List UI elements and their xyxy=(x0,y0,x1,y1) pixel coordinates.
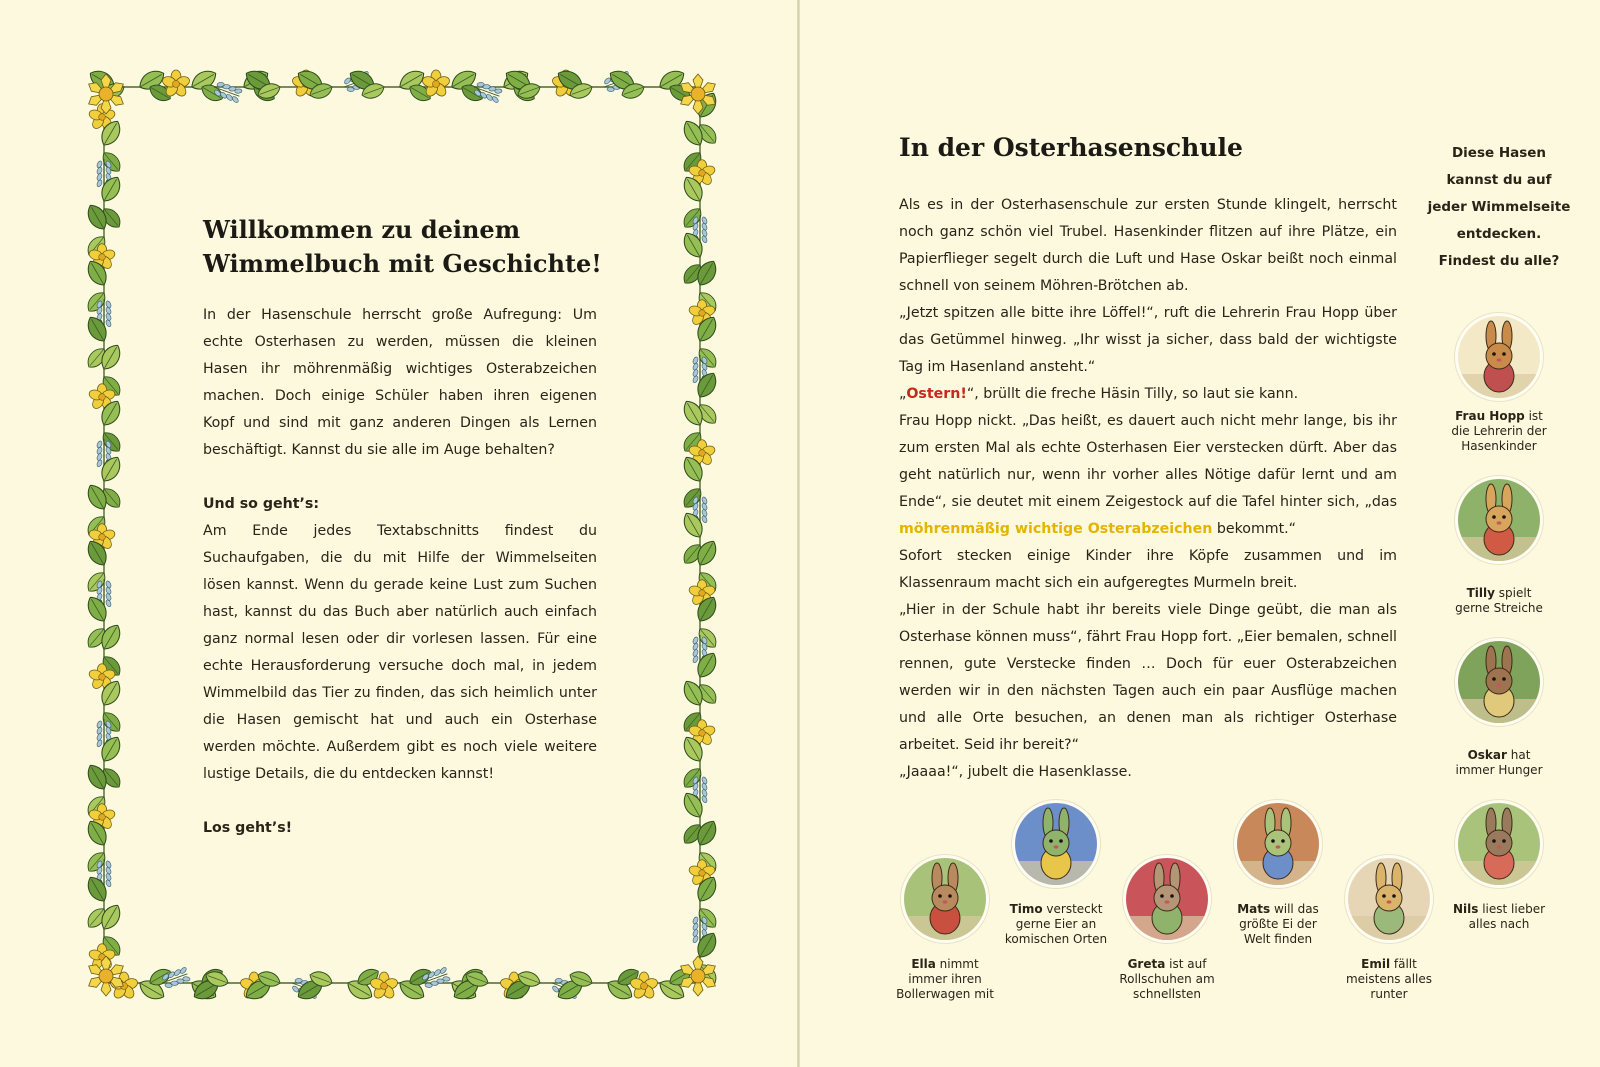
question-line2: kannst du auf xyxy=(1446,172,1552,188)
story-paragraph-6: „Hier in der Schule habt ihr bereits viele Dinge geübt, die man als Osterhase können muss“, fährt Frau Hopp fort. „Eier bemalen, schnell rennen, gute Verstecke finden … Doch für euer Osterabzeichen werden wir in den nächsten Tagen auch ein paar Ausflüge machen und alle Orte besuchen, an denen man als richtiger Osterhase arbeitet. Seid ihr bereit?“ xyxy=(899,602,1397,753)
bunny-nose xyxy=(1276,845,1281,848)
bunny-eye xyxy=(1281,839,1285,843)
howto-paragraph: Am Ende jedes Textabschnitts findest du Suchaufgaben, die du mit Hilfe der Wimmelseiten lösen kannst. Wenn du gerade keine Lust zum Suchen hast, kannst du das Buch aber natürlich auch einfach ganz normal lesen oder dir vorlesen lassen. Für eine echte Herausforderung versuche doch mal, in jedem Wimmelbild das Tier zu finden, das sich heimlich unter die Hasen gemischt hat und auch ein Osterhase werden möchte. Außerdem gibt es noch viele weitere lustige Details, die du entdecken kannst! xyxy=(203,523,597,782)
bunny-eye xyxy=(1502,677,1506,681)
character-portrait xyxy=(1012,800,1100,888)
question-line5: Findest du alle? xyxy=(1438,253,1560,269)
bunny-eye xyxy=(1502,839,1506,843)
leaf-ornament xyxy=(84,569,109,596)
leaf-ornament xyxy=(695,345,720,372)
character-caption: Emil fällt meistens alles runter xyxy=(1345,957,1433,1001)
story-paragraph-3 xyxy=(899,381,1397,408)
bunny-eye xyxy=(938,894,942,898)
story-paragraph-5: Sofort stecken einige Kinder ihre Köpfe zusammen und im Klassenraum macht sich ein aufgeregtes Murmeln breit. xyxy=(899,548,1397,591)
character-portrait xyxy=(1345,855,1433,943)
leaf-ornament xyxy=(680,205,705,232)
bunny-head xyxy=(932,885,958,911)
bunny-head xyxy=(1486,830,1512,856)
bunny-eye xyxy=(1170,894,1174,898)
story-text xyxy=(899,192,1397,786)
p4-end: bekommt.“ xyxy=(1212,521,1297,537)
leaf-ornament xyxy=(680,765,705,792)
bunny-nose xyxy=(943,900,948,903)
bunny-eye xyxy=(1160,894,1164,898)
leaf-ornament xyxy=(99,149,124,176)
character-portrait xyxy=(1455,800,1543,888)
bunny-nose xyxy=(1497,845,1502,848)
leaf-ornament xyxy=(695,905,720,932)
flower-ornament xyxy=(109,972,139,1000)
character-portrait xyxy=(1234,800,1322,888)
character-oskar xyxy=(1439,638,1559,778)
character-nils xyxy=(1439,800,1559,932)
osterabzeichen-highlight: möhrenmäßig wichtige Osterabzeichen xyxy=(899,521,1213,537)
leaf-ornament xyxy=(99,429,124,456)
bunny-eye xyxy=(1502,515,1506,519)
leaf-ornament xyxy=(695,625,720,652)
p4-start: Frau Hopp nickt. „Das heißt, es dauert auch nicht mehr lange, bis ihr zum ersten Mal als echte Osterhasen Eier verstecken dürft. Aber das geht natürlich nur, wenn ihr vorher alles Nötige dafür lernt und am Ende“, sie deutet mit einem Zeigestock auf die Tafel hinter sich, „das xyxy=(899,413,1397,510)
story-paragraph-4 xyxy=(899,408,1397,543)
howto-heading: Und so geht’s: xyxy=(203,496,320,512)
character-ella xyxy=(885,855,1005,1002)
bunny-head xyxy=(1265,830,1291,856)
bunny-eye xyxy=(1492,352,1496,356)
bunny-eye xyxy=(1392,894,1396,898)
bunny-head xyxy=(1043,830,1069,856)
bunny-eye xyxy=(1049,839,1053,843)
p3-rest: “, brüllt die freche Häsin Tilly, so laut sie kann. xyxy=(966,386,1299,402)
character-caption: Ella nimmt immer ihren Bollerwagen mit xyxy=(896,957,994,1001)
welcome-title-line1: Willkommen zu deinem xyxy=(203,215,521,244)
bunny-head xyxy=(1486,343,1512,369)
story-paragraph-2: „Jetzt spitzen alle bitte ihre Löffel!“, ruft die Lehrerin Frau Hopp über das Getümmel hinweg. „Ihr wisst ja sicher, dass bald der wichtigste Tag im Hasenland ansteht.“ xyxy=(899,305,1397,375)
ostern-highlight: Ostern! xyxy=(906,386,967,402)
bunny-eye xyxy=(1492,839,1496,843)
welcome-title xyxy=(203,213,623,281)
welcome-title-line2: Wimmelbuch mit Geschichte! xyxy=(203,249,602,278)
bunny-head xyxy=(1154,885,1180,911)
bunny-nose xyxy=(1497,683,1502,686)
leaf-ornament xyxy=(99,709,124,736)
closing-line: Los geht’s! xyxy=(203,820,293,836)
question-line4: entdecken. xyxy=(1456,226,1542,242)
sidebar-question xyxy=(1424,140,1574,275)
bunny-eye xyxy=(1492,515,1496,519)
character-caption: Timo versteckt gerne Eier an komischen Orten xyxy=(1004,902,1108,946)
character-caption: Greta ist auf Rollschuhen am schnellsten xyxy=(1119,957,1215,1001)
character-caption: Oskar hat immer Hunger xyxy=(1455,748,1543,777)
question-line1: Diese Hasen xyxy=(1451,145,1547,161)
bunny-nose xyxy=(1054,845,1059,848)
character-portrait xyxy=(1455,638,1543,726)
character-caption: Frau Hopp ist die Lehrerin der Hasenkinder xyxy=(1451,409,1547,453)
bunny-eye xyxy=(1492,677,1496,681)
bunny-eye xyxy=(1502,352,1506,356)
bunny-head xyxy=(1486,506,1512,532)
story-title: In der Osterhasenschule xyxy=(899,133,1243,162)
bunny-nose xyxy=(1497,521,1502,524)
bunny-nose xyxy=(1387,900,1392,903)
bunny-nose xyxy=(1165,900,1170,903)
character-tilly xyxy=(1439,476,1559,616)
leaf-ornament xyxy=(84,289,109,316)
bunny-head xyxy=(1376,885,1402,911)
leaf-ornament xyxy=(84,849,109,876)
character-frau-hopp xyxy=(1439,313,1559,454)
book-gutter xyxy=(797,0,800,1067)
character-timo xyxy=(996,800,1116,947)
character-caption: Mats will das größte Ei der Welt finden xyxy=(1237,902,1319,946)
bunny-eye xyxy=(1059,839,1063,843)
bunny-eye xyxy=(948,894,952,898)
intro-paragraph: In der Hasenschule herrscht große Aufregung: Um echte Osterhasen zu werden, müssen die kleinen Hasen ihr möhrenmäßig wichtiges Osterabzeichen machen. Doch einige Schüler haben ihren eigenen Kopf und sind mit ganz anderen Dingen als Lernen beschäftigt. Kannst du sie alle im Auge behalten? xyxy=(203,307,597,458)
p3-open-quote: „ xyxy=(899,386,907,402)
bunny-eye xyxy=(1271,839,1275,843)
leaf-ornament xyxy=(680,485,705,512)
character-caption: Nils liest lieber alles nach xyxy=(1452,902,1546,931)
story-paragraph-1: Als es in der Osterhasenschule zur ersten Stunde klingelt, herrscht noch ganz schön viel Trubel. Hasenkinder flitzen auf ihre Plätze, ein Papierflieger segelt durch die Luft und Hase Oskar beißt noch einmal schnell von seinem Möhren-Brötchen ab. xyxy=(899,197,1397,294)
question-line3: jeder Wimmelseite xyxy=(1427,199,1571,215)
bunny-nose xyxy=(1497,358,1502,361)
character-portrait xyxy=(1455,313,1543,401)
character-portrait xyxy=(1123,855,1211,943)
story-paragraph-7: „Jaaaa!“, jubelt die Hasenklasse. xyxy=(899,764,1132,780)
welcome-text xyxy=(203,302,597,842)
bunny-eye xyxy=(1382,894,1386,898)
character-emil xyxy=(1329,855,1449,1002)
character-caption: Tilly spielt gerne Streiche xyxy=(1455,586,1543,615)
character-portrait xyxy=(1455,476,1543,564)
character-greta xyxy=(1107,855,1227,1002)
character-mats xyxy=(1218,800,1338,947)
bunny-head xyxy=(1486,668,1512,694)
character-portrait xyxy=(901,855,989,943)
